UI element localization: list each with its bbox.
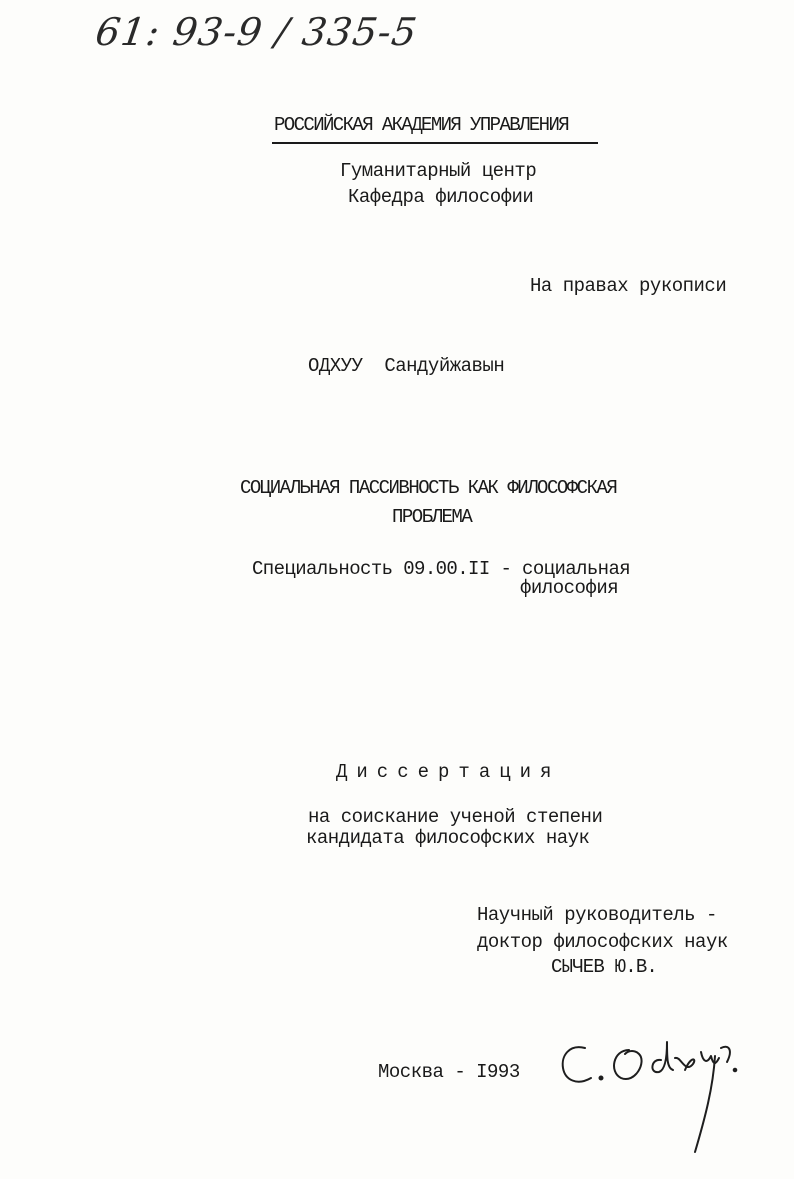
department-name: Кафедра философии bbox=[348, 186, 534, 208]
manuscript-note: На правах рукописи bbox=[530, 275, 727, 297]
supervisor-degree: доктор философских наук bbox=[477, 931, 728, 953]
supervisor-name: СЫЧЕВ Ю.В. bbox=[551, 956, 658, 978]
dissertation-title-line1: СОЦИАЛЬНАЯ ПАССИВНОСТЬ КАК ФИЛОСОФСКАЯ bbox=[240, 477, 617, 499]
city-year: Москва - I993 bbox=[378, 1061, 520, 1083]
degree-line2: кандидата философских наук bbox=[306, 827, 590, 849]
archive-number: 61: 93-9 / 335-5 bbox=[92, 10, 421, 54]
center-name: Гуманитарный центр bbox=[340, 160, 537, 182]
institution-name: РОССИЙСКАЯ АКАДЕМИЯ УПРАВЛЕНИЯ bbox=[274, 114, 569, 136]
degree-line1: на соискание ученой степени bbox=[308, 806, 603, 828]
specialty-line2: философия bbox=[520, 577, 619, 599]
supervisor-title: Научный руководитель - bbox=[477, 904, 717, 926]
dissertation-title-line2: ПРОБЛЕМА bbox=[392, 506, 472, 528]
document-type: Диссертация bbox=[336, 761, 561, 783]
institution-underline bbox=[272, 142, 598, 144]
author-name: ОДХУУ Сандуйжавын bbox=[308, 355, 505, 377]
handwritten-signature bbox=[555, 1018, 755, 1158]
specialty-line1: Специальность 09.00.II - социальная bbox=[252, 558, 631, 580]
